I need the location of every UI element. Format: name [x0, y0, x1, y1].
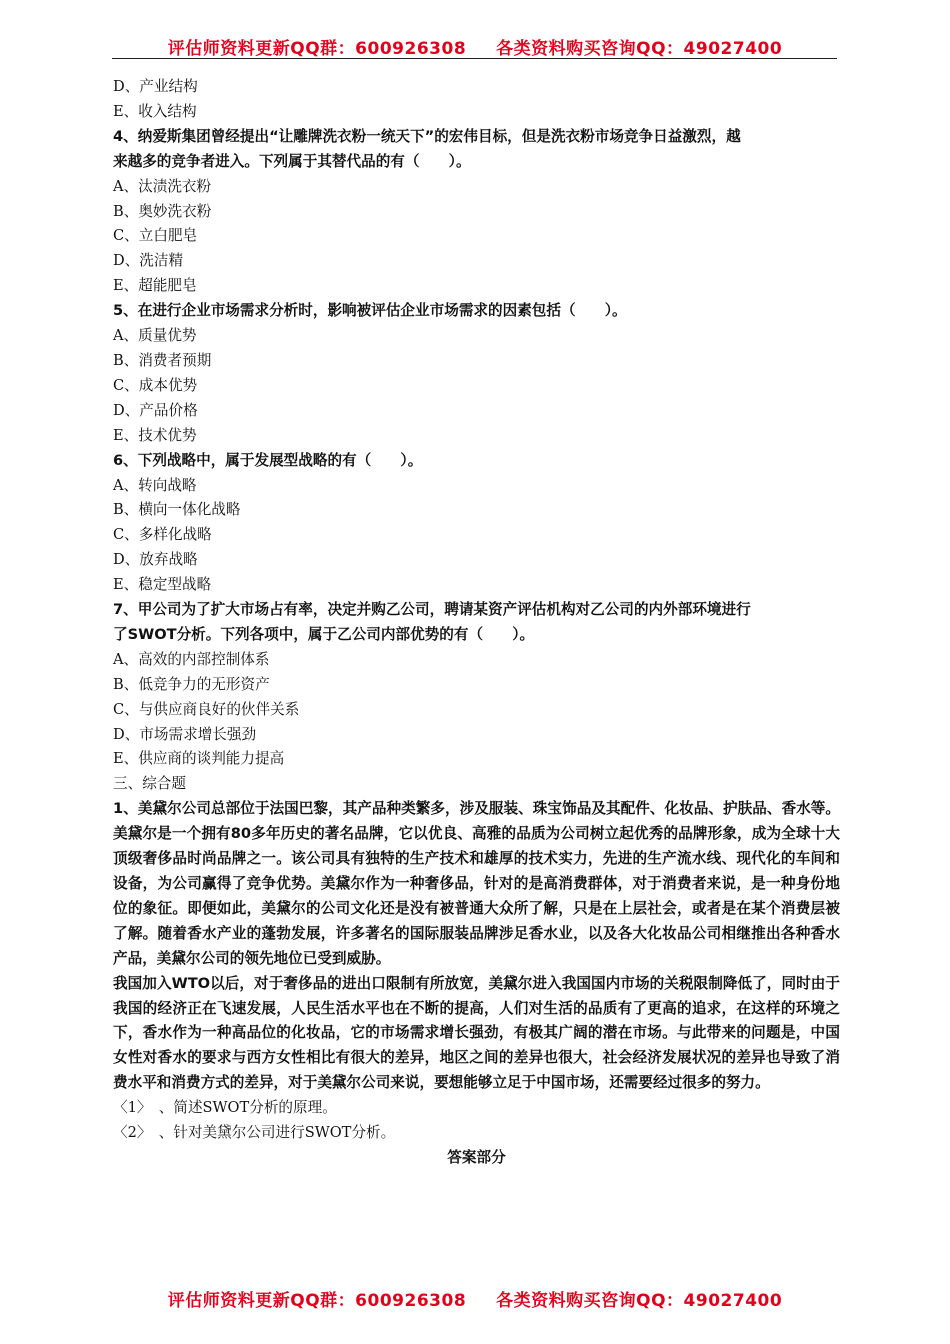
option-line: B、消费者预期 — [113, 351, 212, 369]
header-banner — [0, 34, 950, 59]
option-line: B、奥妙洗衣粉 — [113, 202, 212, 220]
footer-banner — [0, 1286, 950, 1311]
option-line: 〈2〉 、针对美黛尔公司进行SWOT分析。 — [113, 1124, 396, 1142]
question-line: 了SWOT分析。下列各项中，属于乙公司内部优势的有（ ）。 — [113, 625, 535, 643]
option-line: D、放弃战略 — [113, 551, 198, 569]
option-line: E、超能肥皂 — [113, 277, 197, 295]
question-line: 5、在进行企业市场需求分析时，影响被评估企业市场需求的因素包括（ ）。 — [113, 302, 627, 320]
case-paragraph: 我国加入WTO以后，对于奢侈品的进出口限制有所放宽，美黛尔进入我国国内市场的关税限制降低了，同时由于我国的经济正在飞速发展，人民生活水平也在不断的提高，人们对生活的品质有了更高的追求，在这样的环境之下，香水作为一种高品位的化妆品，它的市场需求增长强劲，有极其广阔的潜在市场。与此带来的问题是，中国女性对香水的要求与西方女性相比有很大的差异，地区之间的差异也很大，社会经济发展状况的差异也导致了消费水平和消费方式的差异，对于美黛尔公司来说，要想能够立足于中国市场，还需要经过很多的努力。 — [113, 974, 840, 1092]
question-line: 4、纳爱斯集团曾经提出“让雕牌洗衣粉一统天下”的宏伟目标，但是洗衣粉市场竞争日益激烈，越 — [113, 127, 741, 145]
question-line: 7、甲公司为了扩大市场占有率，决定并购乙公司，聘请某资产评估机构对乙公司的内外部环境进行 — [113, 601, 751, 619]
header-banner-purchase-qq: 各类资料购买咨询QQ：49027400 — [496, 39, 783, 59]
option-line: E、供应商的谈判能力提高 — [113, 750, 285, 768]
option-line: D、产业结构 — [113, 78, 198, 95]
option-line: 三、综合题 — [113, 775, 186, 793]
option-line: D、洗洁精 — [113, 252, 184, 270]
option-line: D、产品价格 — [113, 401, 198, 419]
option-line: B、横向一体化战略 — [113, 501, 241, 519]
option-line: A、高效的内部控制体系 — [113, 650, 270, 668]
answer-section-title: 答案部分 — [447, 1148, 506, 1166]
question-line: 来越多的竞争者进入。下列属于其替代品的有（ ）。 — [113, 152, 471, 170]
option-line: 〈1〉 、简述SWOT分析的原理。 — [113, 1099, 337, 1117]
option-line: B、低竞争力的无形资产 — [113, 675, 270, 693]
option-line: A、质量优势 — [113, 327, 197, 345]
option-line: E、稳定型战略 — [113, 576, 212, 594]
header-banner-group-qq: 评估师资料更新QQ群：600926308 — [167, 39, 467, 59]
option-line: C、多样化战略 — [113, 526, 212, 544]
question-line: 6、下列战略中，属于发展型战略的有（ ）。 — [113, 451, 423, 469]
document-body — [113, 75, 840, 1171]
footer-banner-group-qq: 评估师资料更新QQ群：600926308 — [167, 1291, 467, 1311]
option-line: A、转向战略 — [113, 476, 197, 494]
option-line: A、汰渍洗衣粉 — [113, 177, 212, 195]
option-line: C、立白肥皂 — [113, 227, 198, 245]
option-line: D、市场需求增长强劲 — [113, 725, 257, 743]
option-line: E、收入结构 — [113, 102, 197, 120]
option-line: C、与供应商良好的伙伴关系 — [113, 700, 300, 718]
case-paragraph: 1、美黛尔公司总部位于法国巴黎，其产品种类繁多，涉及服装、珠宝饰品及其配件、化妆品、护肤品、香水等。美黛尔是一个拥有80多年历史的著名品牌，它以优良、高雅的品质为公司树立起优秀的品牌形象，成为全球十大顶级奢侈品时尚品牌之一。该公司具有独特的生产技术和雄厚的技术实力，先进的生产流水线、现代化的车间和设备，为公司赢得了竞争优势。美黛尔作为一种奢侈品，针对的是高消费群体，对于消费者来说，是一种身份地位的象征。即便如此，美黛尔的公司文化还是没有被普通大众所了解，只是在上层社会，或者是在某个消费层被了解。随着香水产业的蓬勃发展，许多著名的国际服装品牌涉足香水业，以及各大化妆品公司相继推出各种香水产品，美黛尔公司的领先地位已受到威胁。 — [113, 800, 840, 967]
footer-banner-purchase-qq: 各类资料购买咨询QQ：49027400 — [496, 1291, 783, 1311]
header-divider — [112, 58, 837, 59]
option-line: E、技术优势 — [113, 426, 197, 444]
option-line: C、成本优势 — [113, 376, 198, 394]
